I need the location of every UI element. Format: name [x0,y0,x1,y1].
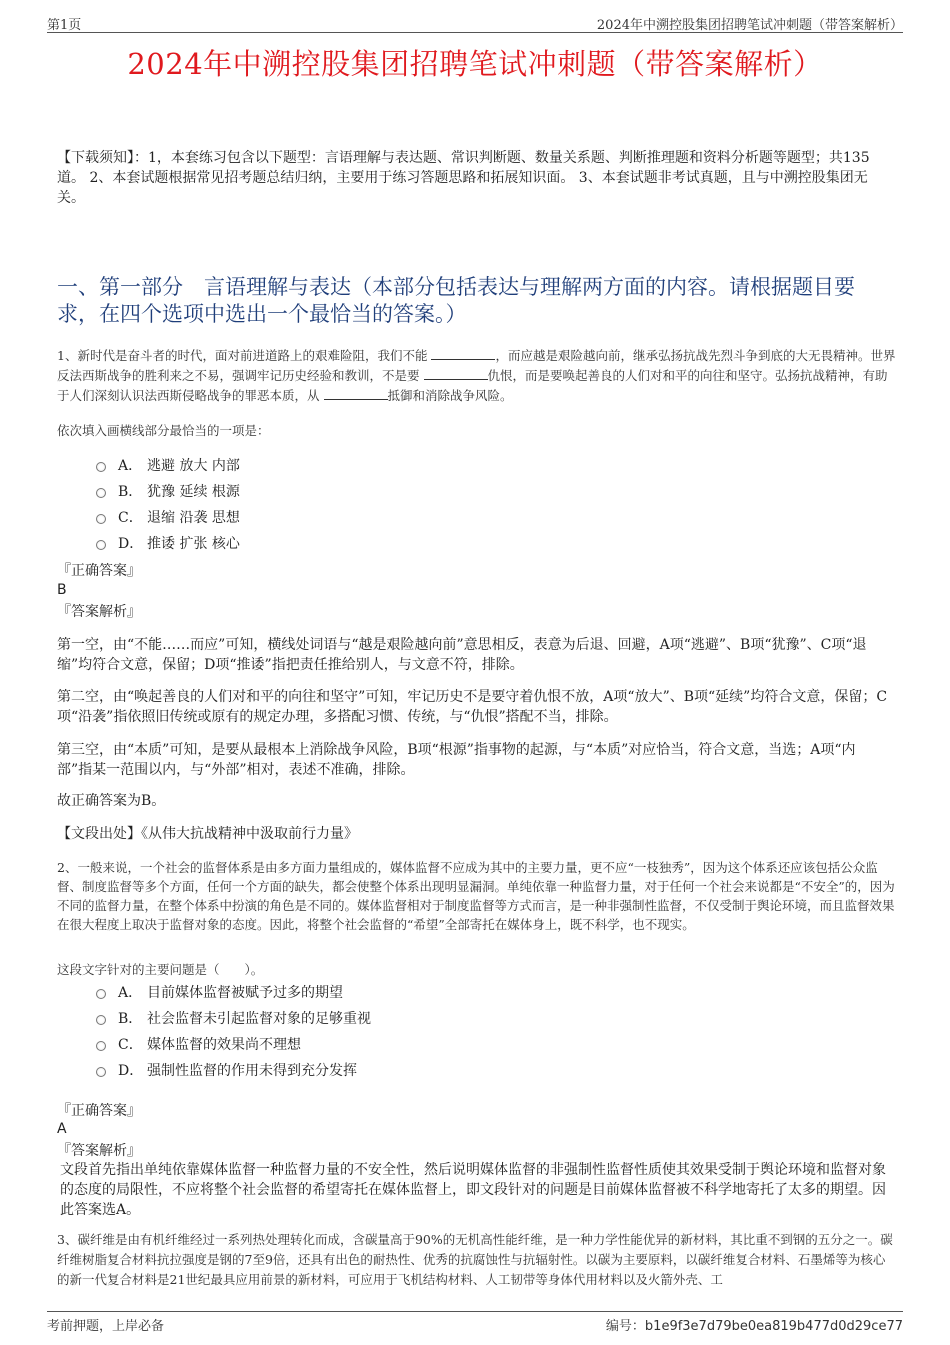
radio-icon[interactable] [96,462,106,472]
page-number: 第1页 [47,18,82,33]
question-2-prompt: 这段文字针对的主要问题是（ ）。 [57,962,264,977]
page-footer [47,1311,903,1336]
question-1-prompt: 依次填入画横线部分最恰当的一项是： [57,423,270,438]
radio-icon[interactable] [96,540,106,550]
radio-icon[interactable] [96,1015,106,1025]
blank-1 [431,347,495,360]
option-d[interactable]: D． 强制性监督的作用未得到充分发挥 [96,1057,371,1083]
option-b[interactable]: B． 犹豫 延续 根源 [96,478,240,504]
radio-icon[interactable] [96,1041,106,1051]
blank-3 [324,387,388,400]
download-notice: 【下载须知】：1，本套练习包含以下题型：言语理解与表达题、常识判断题、数量关系题、判断推理题和资料分析题等题型；共135道。 2、本套试题根据常见招考题总结归纳，主要用于练习答题思路和拓展知识面。 3、本套试题非考试真题，且与中溯控股集团无关。 [57,150,870,206]
analysis-label: 『答案解析』 [57,604,141,620]
analysis-conclusion: 故正确答案为B。 [57,793,166,809]
option-c[interactable]: C． 媒体监督的效果尚不理想 [96,1031,371,1057]
analysis-paragraph: 第一空，由“不能……而应”可知，横线处词语与“越是艰险越向前”意思相反，表意为后退、回避，A项“逃避”、B项“犹豫”、C项“退缩”均符合文意，保留；D项“推诿”指把责任推给别人，与文意不符，排除。 [57,637,867,673]
correct-answer: A [57,1121,67,1137]
document-id: 编号：b1e9f3e7d79be0ea819b477d0d29ce77 [605,1319,903,1334]
analysis-label: 『答案解析』 [57,1143,141,1159]
option-c[interactable]: C． 退缩 沿袭 思想 [96,504,240,530]
option-a[interactable]: A． 目前媒体监督被赋予过多的期望 [96,979,371,1005]
header-doc-title: 2024年中溯控股集团招聘笔试冲刺题（带答案解析） [596,18,903,33]
question-1-text: 1、新时代是奋斗者的时代，面对前进道路上的艰难险阻，我们不能 ，而应越是艰险越向前，继承弘扬抗战先烈斗争到底的大无畏精神。世界反法西斯战争的胜利来之不易，强调牢记历史经验和教训，不是要 仇恨，而是要唤起善良的人们对和平的向往和坚守。弘扬抗战精神，有助于人们深刻认识法西斯侵略战争的罪恶本质，从 抵御和消除战争风险。 [57,348,896,403]
radio-icon[interactable] [96,514,106,524]
option-b[interactable]: B． 社会监督未引起监督对象的足够重视 [96,1005,371,1031]
question-2-text: 2、一般来说，一个社会的监督体系是由多方面力量组成的，媒体监督不应成为其中的主要力量，更不应“一枝独秀”，因为这个体系还应该包括公众监督、制度监督等多个方面，任何一个方面的缺失，都会使整个体系出现明显漏洞。单纯依靠一种监督力量，对于任何一个社会来说都是“不安全”的，因为不同的监督力量，在整个体系中扮演的角色是不同的。媒体监督相对于制度监督等方式而言，是一种非强制性监督，不仅受制于舆论环境，而且监督效果在很大程度上取决于监督对象的态度。因此，将整个社会监督的“希望”全部寄托在媒体身上，既不科学，也不现实。 [57,860,895,932]
correct-answer-label: 『正确答案』 [57,563,141,579]
analysis-paragraph: 文段首先指出单纯依靠媒体监督一种监督力量的不安全性，然后说明媒体监督的非强制性监督性质使其效果受制于舆论环境和监督对象的态度的局限性，不应将整个社会监督的希望寄托在媒体监督上，即文段针对的问题是目前媒体监督被不科学地寄托了太多的期望。因此答案选A。 [60,1162,886,1218]
correct-answer-label: 『正确答案』 [57,1103,141,1119]
footer-slogan: 考前押题，上岸必备 [47,1319,165,1334]
correct-answer: B [57,582,67,598]
analysis-paragraph: 第二空，由“唤起善良的人们对和平的向往和坚守”可知，牢记历史不是要守着仇恨不放，A项“放大”、B项“延续”均符合文意，保留；C项“沿袭”指依照旧传统或原有的规定办理，多搭配习惯、传统，与“仇恨”搭配不当，排除。 [57,689,888,725]
analysis-paragraph: 第三空，由“本质”可知，是要从最根本上消除战争风险，B项“根源”指事物的起源，与“本质”对应恰当，符合文意，当选；A项“内部”指某一范围以内，与“外部”相对，表述不准确，排除。 [57,742,856,778]
question-1-options [96,452,240,556]
radio-icon[interactable] [96,488,106,498]
blank-2 [424,367,488,380]
page-header [47,10,903,33]
question-2-options [96,979,371,1083]
radio-icon[interactable] [96,1067,106,1077]
option-a[interactable]: A． 逃避 放大 内部 [96,452,240,478]
document-title: 2024年中溯控股集团招聘笔试冲刺题（带答案解析） [127,47,823,81]
section-heading: 一、第一部分 言语理解与表达（本部分包括表达与理解两方面的内容。请根据题目要求，在四个选项中选出一个最恰当的答案。） [57,275,855,326]
radio-icon[interactable] [96,989,106,999]
option-d[interactable]: D． 推诿 扩张 核心 [96,530,240,556]
source-citation: 【文段出处】《从伟大抗战精神中汲取前行力量》 [57,826,358,842]
question-3-text: 3、碳纤维是由有机纤维经过一系列热处理转化而成，含碳量高于90%的无机高性能纤维，是一种力学性能优异的新材料，其比重不到钢的五分之一。碳纤维树脂复合材料抗拉强度是钢的7至9倍，还具有出色的耐热性、优秀的抗腐蚀性与抗辐射性。以碳为主要原料，以碳纤维复合材料、石墨烯等为核心的新一代复合材料是21世纪最具应用前景的新材料，可应用于飞机结构材料、人工韧带等身体代用材料以及火箭外壳、工 [57,1232,893,1287]
